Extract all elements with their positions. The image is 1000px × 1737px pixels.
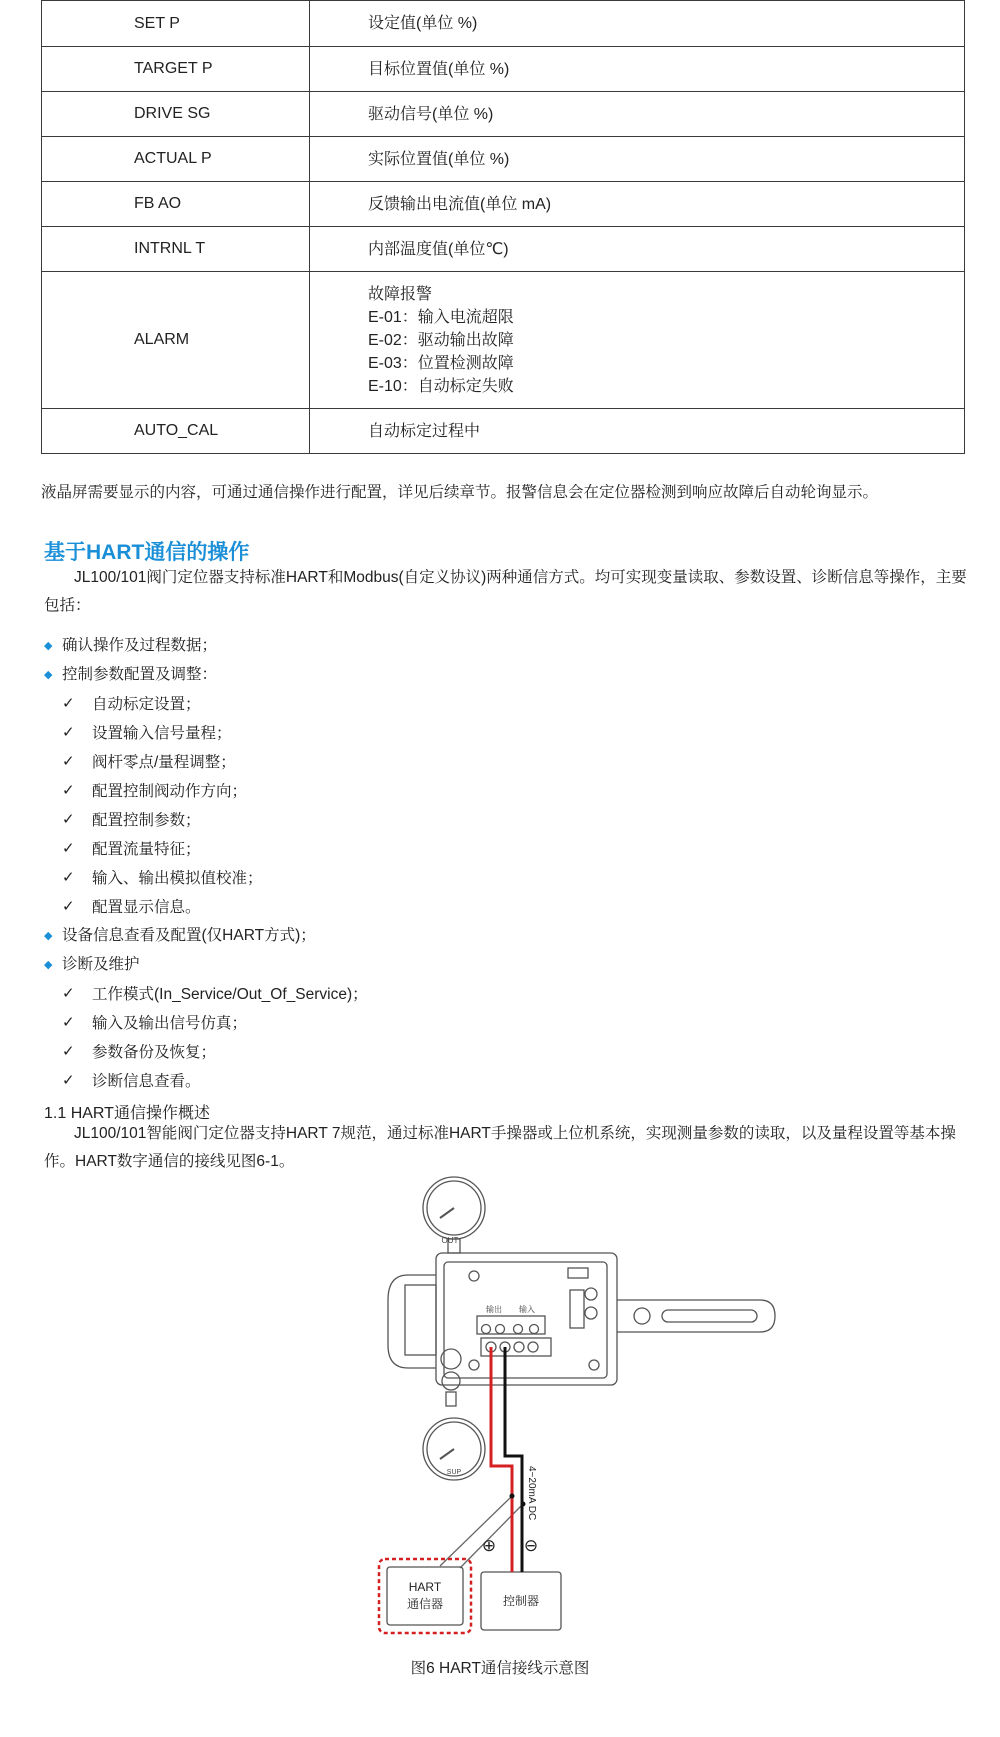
param-key: FB AO [42, 182, 310, 227]
param-desc-line: E-10：自动标定失败 [368, 377, 514, 395]
list-item-text: 诊断信息查看。 [92, 1073, 201, 1090]
param-desc-line: 驱动信号(单位 %) [368, 105, 494, 123]
check-icon: ✓ [62, 1014, 75, 1031]
param-desc-line: 设定值(单位 %) [368, 15, 478, 32]
current-label: 4~20mA DC [526, 1466, 537, 1521]
diamond-bullet-icon: ◆ [44, 930, 53, 942]
param-desc-line: 目标位置值(单位 %) [368, 60, 510, 78]
list-item-text: 诊断及维护 [62, 956, 140, 973]
param-desc-line: 内部温度值(单位℃) [368, 240, 509, 258]
param-desc-line: 故障报警 [368, 285, 433, 303]
list-item-text: 设置输入信号量程； [92, 725, 232, 742]
param-desc-line: E-03：位置检测故障 [368, 354, 514, 372]
param-desc-line: E-01：输入电流超限 [368, 308, 514, 326]
list-item-text: 设备信息查看及配置(仅HART方式)； [62, 927, 316, 944]
minus-symbol: ⊖ [523, 1536, 539, 1556]
list-item-text: 配置显示信息。 [92, 899, 201, 916]
check-icon: ✓ [62, 753, 75, 770]
check-icon: ✓ [62, 695, 75, 712]
terminal-label-in: 输入 [519, 1305, 535, 1314]
list-item-text: 配置流量特征； [92, 841, 201, 858]
terminal-label-out: 输出 [486, 1305, 502, 1314]
list-item-text: 工作模式(In_Service/Out_Of_Service)； [92, 986, 368, 1003]
supply-gauge-label: SUP [446, 1469, 462, 1476]
hart-box-line2: 通信器 [406, 1597, 444, 1611]
list-item-text: 自动标定设置； [92, 696, 201, 713]
list-item-text: 确认操作及过程数据； [62, 637, 218, 654]
check-icon: ✓ [62, 1043, 75, 1060]
check-icon: ✓ [62, 811, 75, 828]
list-item-text: 输入、输出模拟值校准； [92, 870, 263, 887]
param-key: TARGET P [42, 47, 310, 92]
param-desc-line: 实际位置值(单位 %) [368, 150, 510, 168]
hart-box-line1: HART [408, 1580, 442, 1594]
param-key: AUTO_CAL [42, 409, 310, 454]
list-item-text: 输入及输出信号仿真； [92, 1015, 248, 1032]
figure-caption: 图6 HART通信接线示意图 [410, 1660, 590, 1677]
list-item-text: 阀杆零点/量程调整； [92, 754, 236, 771]
section-title: 基于HART通信的操作 [44, 541, 250, 564]
subsection-paragraph: JL100/101智能阀门定位器支持HART 7规范，通过标准HART手操器或上位机系统，实现测量参数的读取，以及量程设置等基本操作。HART数字通信的接线见图6-1。 [44, 1125, 956, 1170]
list-item-text: 控制参数配置及调整： [62, 666, 218, 683]
check-icon: ✓ [62, 840, 75, 857]
check-icon: ✓ [62, 869, 75, 886]
diamond-bullet-icon: ◆ [44, 669, 53, 681]
plus-symbol: ⊕ [481, 1536, 497, 1556]
check-icon: ✓ [62, 724, 75, 741]
subsection-title: 1.1 HART通信操作概述 [44, 1105, 210, 1122]
check-icon: ✓ [62, 985, 75, 1002]
param-key: INTRNL T [42, 227, 310, 272]
list-item-text: 配置控制阀动作方向； [92, 783, 248, 800]
intro-paragraph: JL100/101阀门定位器支持标准HART和Modbus(自定义协议)两种通信方式。均可实现变量读取、参数设置、诊断信息等操作，主要包括： [44, 569, 967, 614]
check-icon: ✓ [62, 898, 75, 915]
check-icon: ✓ [62, 782, 75, 799]
param-key: SET P [42, 1, 310, 47]
display-note: 液晶屏需要显示的内容，可通过通信操作进行配置，详见后续章节。报警信息会在定位器检测到响应故障后自动轮询显示。 [41, 484, 879, 501]
list-item-text: 参数备份及恢复； [92, 1044, 217, 1061]
list-item-text: 配置控制参数； [92, 812, 201, 829]
hart-communicator-box [387, 1567, 463, 1625]
param-desc-line: E-02：驱动输出故障 [368, 331, 514, 349]
check-icon: ✓ [62, 1072, 75, 1089]
param-key: ALARM [42, 272, 310, 409]
diamond-bullet-icon: ◆ [44, 640, 53, 652]
param-key: ACTUAL P [42, 137, 310, 182]
param-desc-line: 反馈输出电流值(单位 mA) [368, 195, 552, 213]
output-gauge-label: OUT [441, 1236, 459, 1245]
param-key: DRIVE SG [42, 92, 310, 137]
param-desc-line: 自动标定过程中 [368, 422, 481, 440]
controller-label: 控制器 [502, 1594, 540, 1608]
diamond-bullet-icon: ◆ [44, 959, 53, 971]
